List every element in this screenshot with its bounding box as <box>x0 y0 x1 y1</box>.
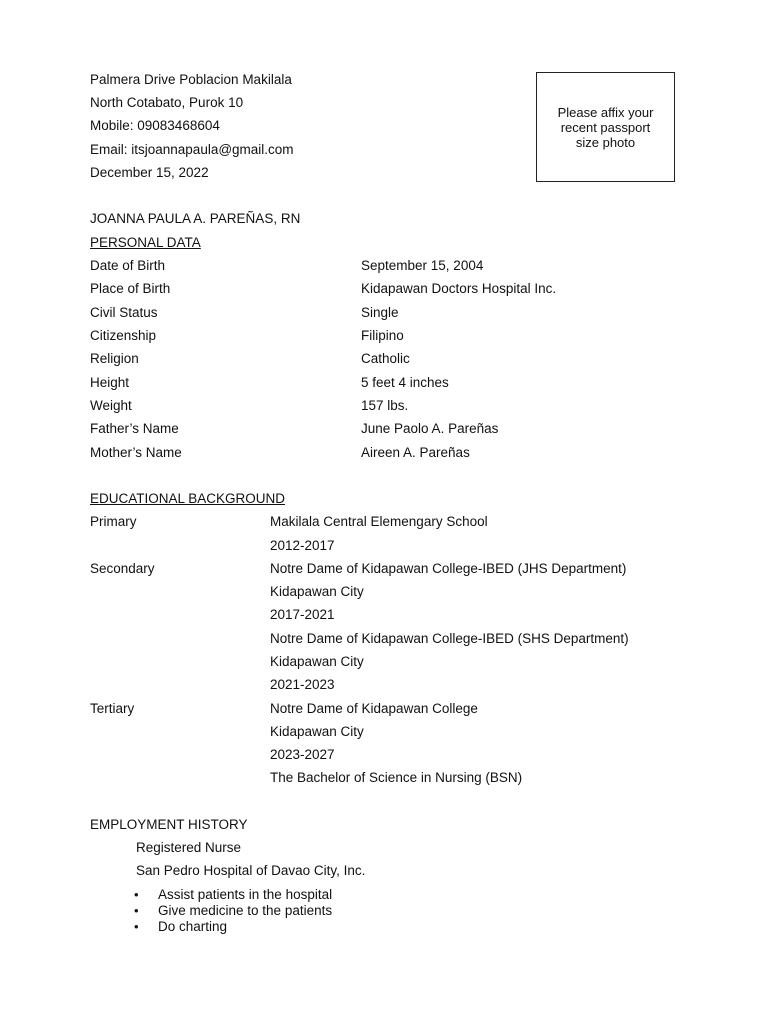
employment-heading: EMPLOYMENT HISTORY <box>90 817 248 832</box>
applicant-name: JOANNA PAULA A. PAREÑAS, RN <box>90 211 301 226</box>
address-line-1: Palmera Drive Poblacion Makilala <box>90 72 292 87</box>
education-line: 2012-2017 <box>270 538 335 553</box>
education-line: Notre Dame of Kidapawan College-IBED (JHS Department) <box>270 561 627 576</box>
personal-value: Filipino <box>361 328 404 343</box>
personal-label: Civil Status <box>90 305 158 320</box>
personal-label: Weight <box>90 398 132 413</box>
passport-photo-box <box>536 72 675 182</box>
mobile-number: Mobile: 09083468604 <box>90 118 220 133</box>
photo-instructions: Please affix your recent passport size photo <box>557 104 654 150</box>
personal-value: Aireen A. Pareñas <box>361 445 470 460</box>
education-line: 2023-2027 <box>270 747 335 762</box>
duty-item: Assist patients in the hospital <box>158 887 333 902</box>
address-line-2: North Cotabato, Purok 10 <box>90 95 244 110</box>
education-line: 2017-2021 <box>270 607 335 622</box>
education-line: Notre Dame of Kidapawan College-IBED (SHS Department) <box>270 631 629 646</box>
bullet-icon: • <box>134 919 139 934</box>
personal-label: Religion <box>90 351 139 366</box>
personal-data-heading: PERSONAL DATA <box>90 235 201 250</box>
personal-value: Single <box>361 305 399 320</box>
email-address: Email: itsjoannapaula@gmail.com <box>90 142 294 157</box>
education-heading: EDUCATIONAL BACKGROUND <box>90 491 286 506</box>
education-line: Notre Dame of Kidapawan College <box>270 701 478 716</box>
duty-item: Do charting <box>158 919 228 934</box>
tertiary-label: Tertiary <box>90 701 135 716</box>
employer-name: San Pedro Hospital of Davao City, Inc. <box>136 863 366 878</box>
document-date: December 15, 2022 <box>90 165 209 180</box>
job-position: Registered Nurse <box>136 840 242 855</box>
personal-value: 5 feet 4 inches <box>361 375 449 390</box>
personal-value: June Paolo A. Pareñas <box>361 421 499 436</box>
education-line: 2021-2023 <box>270 677 335 692</box>
education-line: Kidapawan City <box>270 654 364 669</box>
personal-label: Place of Birth <box>90 281 171 296</box>
bullet-icon: • <box>134 887 139 902</box>
personal-label: Citizenship <box>90 328 157 343</box>
personal-label: Mother’s Name <box>90 445 182 460</box>
bullet-icon: • <box>134 903 139 918</box>
education-line: The Bachelor of Science in Nursing (BSN) <box>270 770 523 785</box>
personal-label: Date of Birth <box>90 258 166 273</box>
secondary-label: Secondary <box>90 561 155 576</box>
personal-label: Father’s Name <box>90 421 179 436</box>
primary-label: Primary <box>90 514 137 529</box>
personal-value: September 15, 2004 <box>361 258 484 273</box>
education-line: Kidapawan City <box>270 724 364 739</box>
personal-value: Kidapawan Doctors Hospital Inc. <box>361 281 557 296</box>
education-line: Makilala Central Elemengary School <box>270 514 488 529</box>
education-line: Kidapawan City <box>270 584 364 599</box>
duty-item: Give medicine to the patients <box>158 903 333 918</box>
personal-value: Catholic <box>361 351 410 366</box>
personal-value: 157 lbs. <box>361 398 409 413</box>
personal-label: Height <box>90 375 130 390</box>
